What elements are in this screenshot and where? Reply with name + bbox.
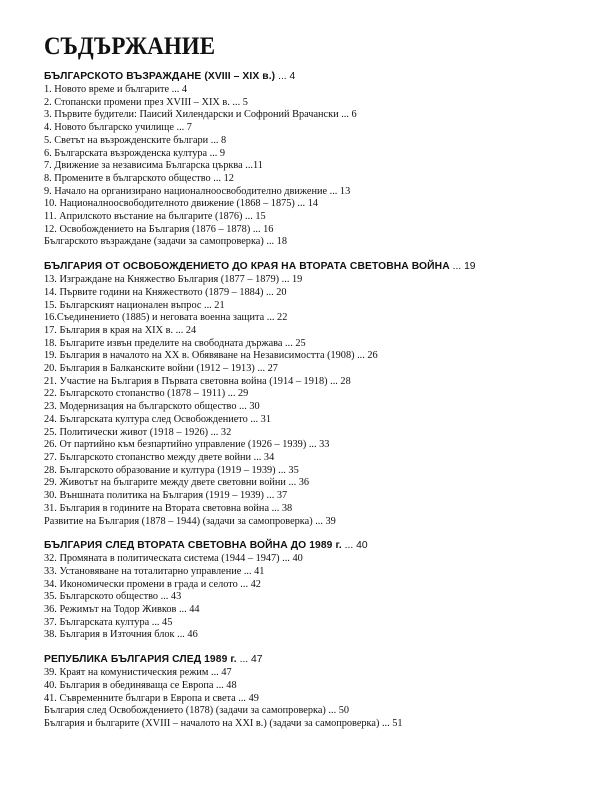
toc-entry: 16.Съединението (1885) и неговата военна защита ... 22 (44, 312, 288, 324)
toc-entry: 32. Промяната в политическата система (1944 – 1947) ... 40 (44, 553, 303, 565)
toc-entry: 5. Светът на възрожденските българи ... 8 (44, 134, 227, 146)
section-heading-text: БЪЛГАРИЯ СЛЕД ВТОРАТА СВЕТОВНА ВОЙНА ДО 1989 г. (44, 540, 342, 552)
toc-sections (44, 70, 560, 731)
toc-entry: 2. Стопански промени през XVIII – XIX в. ... 5 (44, 96, 248, 108)
toc-entry: 27. Българското стопанство между двете войни ... 34 (44, 451, 275, 463)
toc-entry: 25. Политически живот (1918 – 1926) ... 32 (44, 426, 232, 438)
toc-entry: Българското възраждане (задачи за самопроверка) ... 18 (44, 236, 287, 248)
toc-entry: 37. Българската култура ... 45 (44, 616, 173, 628)
toc-entry: 7. Движение за независима Българска църква ...11 (44, 160, 263, 172)
toc-entry: 41. Съвременните българи в Европа и света ... 49 (44, 692, 259, 704)
toc-entry: 20. България в Балканските войни (1912 – 1913) ... 27 (44, 363, 278, 375)
toc-entry: 31. България в годините на Втората световна война ... 38 (44, 502, 293, 514)
page-title: СЪДЪРЖАНИЕ (44, 33, 216, 60)
toc-entry: 40. България в обединяваща се Европа ... 48 (44, 679, 237, 691)
toc-entry: 22. Българското стопанство (1878 – 1911) ... 29 (44, 388, 249, 400)
toc-entry: 18. Българите извън пределите на свободната държава ... 25 (44, 337, 306, 349)
toc-entry: 34. Икономически промени в града и селото ... 42 (44, 578, 261, 590)
toc-entry: 3. Първите будители: Паисий Хилендарски и Софроний Врачански ... 6 (44, 109, 357, 121)
toc-section (44, 539, 560, 642)
section-page-number: ... 4 (278, 71, 296, 82)
toc-entry: 21. Участие на България в Първата световна война (1914 – 1918) ... 28 (44, 375, 351, 387)
section-heading-text: БЪЛГАРСКОТО ВЪЗРАЖДАНЕ (XVIII – XIX в.) (44, 71, 276, 82)
toc-entry: 13. Изграждане на Княжество България (1877 – 1879) ... 19 (44, 274, 303, 286)
toc-entry: 19. България в началото на XX в. Обявяване на Независимостта (1908) ... 26 (44, 350, 378, 362)
toc-entry: 9. Начало на организирано националноосвободително движение ... 13 (44, 185, 351, 197)
toc-entry: 17. България в края на XIX в. ... 24 (44, 324, 197, 336)
toc-entry: 14. Първите години на Княжеството (1879 – 1884) ... 20 (44, 286, 287, 298)
toc-entry: 6. Българската възрожденска култура ... 9 (44, 147, 226, 159)
toc-entry: 1. Новото време и българите ... 4 (44, 84, 188, 95)
section-page-number: ... 47 (239, 654, 263, 666)
section-heading (44, 260, 560, 273)
section-heading-text: БЪЛГАРИЯ ОТ ОСВОБОЖДЕНИЕТО ДО КРАЯ НА ВТОРАТА СВЕТОВНА ВОЙНА (44, 261, 450, 273)
section-page-number: ... 40 (344, 540, 368, 552)
toc-entry: 29. Животът на българите между двете световни войни ... 36 (44, 477, 310, 489)
toc-section (44, 70, 560, 249)
toc-entry: 33. Установяване на тоталитарно управление ... 41 (44, 565, 265, 577)
toc-entry: 26. От партийно към безпартийно управление (1926 – 1939) ... 33 (44, 439, 330, 451)
toc-entry: 11. Априлското въстание на българите (1876) ... 15 (44, 211, 266, 223)
toc-entry: 39. Краят на комунистическия режим ... 47 (44, 667, 232, 679)
toc-entry: България и българите (XVIII – началото на XXI в.) (задачи за самопроверка) ... 51 (44, 717, 403, 729)
toc-entry: 15. Българският национален въпрос ... 21 (44, 299, 225, 311)
toc-entry: 28. Българското образование и култура (1919 – 1939) ... 35 (44, 464, 299, 476)
section-heading (44, 653, 560, 666)
toc-section (44, 653, 560, 731)
toc-entry: 12. Освобождението на България (1876 – 1878) ... 16 (44, 223, 274, 235)
toc-entry: 8. Промените в българското общество ... 12 (44, 172, 234, 184)
toc-entry: 38. България в Източния блок ... 46 (44, 629, 198, 641)
section-heading (44, 539, 560, 552)
toc-section (44, 260, 560, 528)
section-heading-text: РЕПУБЛИКА БЪЛГАРИЯ СЛЕД 1989 г. (44, 654, 237, 666)
toc-entry: 23. Модернизация на българското общество ... 30 (44, 401, 260, 413)
toc-entry: 36. Режимът на Тодор Живков ... 44 (44, 604, 200, 616)
section-page-number: ... 19 (452, 261, 476, 273)
toc-entry: 4. Новото българско училище ... 7 (44, 122, 192, 134)
toc-entry: 10. Националноосвободителното движение (1868 – 1875) ... 14 (44, 198, 318, 210)
toc-entry: 30. Външната политика на България (1919 – 1939) ... 37 (44, 490, 288, 502)
toc-entry: Развитие на България (1878 – 1944) (задачи за самопроверка) ... 39 (44, 515, 336, 527)
section-heading (44, 70, 560, 83)
toc-entry: България след Освобождението (1878) (задачи за самопроверка) ... 50 (44, 705, 350, 717)
toc-entry: 35. Българското общество ... 43 (44, 591, 182, 603)
toc-entry: 24. Българската култура след Освобождението ... 31 (44, 413, 271, 425)
